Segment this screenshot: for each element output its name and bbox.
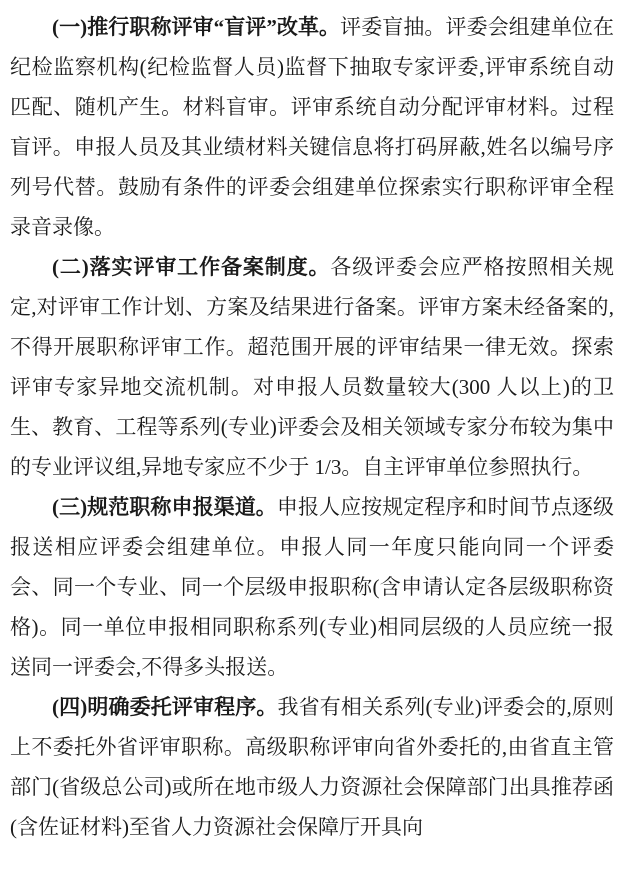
paragraph-4 (10, 687, 614, 847)
paragraph-3 (10, 487, 614, 687)
paragraph-4-heading: (四)明确委托评审程序。 (52, 695, 278, 719)
paragraph-1 (10, 7, 614, 247)
paragraph-1-text: 评委盲抽。评委会组建单位在纪检监察机构(纪检监督人员)监督下抽取专家评委,评审系统自动匹配、随机产生。材料盲审。评审系统自动分配评审材料。过程盲评。申报人员及其业绩材料关键信息将打码屏蔽,姓名以编号序列号代替。鼓励有条件的评委会组建单位探索实行职称评审全程录音录像。 (10, 15, 614, 239)
paragraph-2 (10, 247, 614, 487)
paragraph-2-text: 各级评委会应严格按照相关规定,对评审工作计划、方案及结果进行备案。评审方案未经备案的,不得开展职称评审工作。超范围开展的评审结果一律无效。探索评审专家异地交流机制。对申报人员数量较大(300 人以上)的卫生、教育、工程等系列(专业)评委会及相关领域专家分布较为集中的专业评议组,异地专家应不少于 1/3。自主评审单位参照执行。 (10, 255, 614, 479)
paragraph-4-text: 我省有相关系列(专业)评委会的,原则上不委托外省评审职称。高级职称评审向省外委托的,由省直主管部门(省级总公司)或所在地市级人力资源社会保障部门出具推荐函(含佐证材料)至省人力资源社会保障厅开具向 (10, 695, 614, 839)
paragraph-2-heading: (二)落实评审工作备案制度。 (52, 255, 331, 279)
paragraph-3-text: 申报人应按规定程序和时间节点逐级报送相应评委会组建单位。申报人同一年度只能向同一个评委会、同一个专业、同一个层级申报职称(含申请认定各层级职称资格)。同一单位申报相同职称系列(专业)相同层级的人员应统一报送同一评委会,不得多头报送。 (10, 495, 614, 679)
paragraph-3-heading: (三)规范职称申报渠道。 (52, 495, 277, 519)
paragraph-1-heading: (一)推行职称评审“盲评”改革。 (52, 15, 341, 39)
